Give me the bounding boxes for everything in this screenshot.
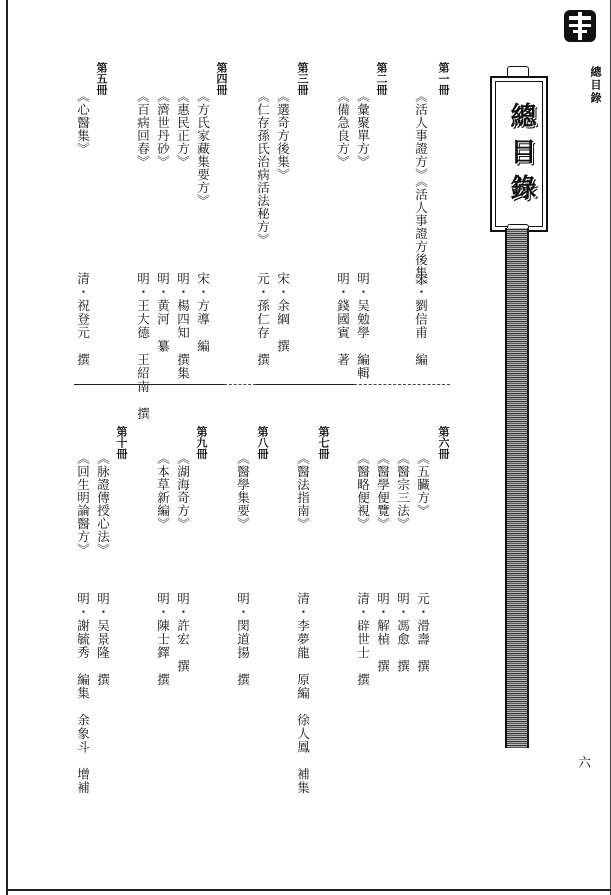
book-author: 明・解楨 撰 xyxy=(375,592,391,673)
book-title: 《醫法指南》 xyxy=(295,452,311,530)
page-title: 總目錄 xyxy=(506,102,536,210)
book-author: 清・祝登元 撰 xyxy=(75,272,91,367)
book-author: 明・黄河 纂 xyxy=(155,272,171,353)
book-title: 《惠民正方》 xyxy=(175,90,191,168)
book-title: 《濟世丹砂》 xyxy=(155,90,171,168)
header-emblem-icon xyxy=(560,8,600,44)
page-frame-left xyxy=(6,0,8,895)
book-title: 《醫學集要》 xyxy=(235,452,251,530)
book-title: 《五臟方》 xyxy=(415,452,431,517)
book-author: 宋・余綱 撰 xyxy=(275,272,291,353)
book-author: 宋・劉信甫 編 xyxy=(413,272,429,367)
book-title: 《仁存孫氏治病活法秘方》 xyxy=(255,90,271,246)
book-author: 元・孫仁存 撰 xyxy=(255,272,271,367)
page-frame-bottom xyxy=(6,889,611,891)
book-author: 明・謝毓秀 編集 余象斗 增補 xyxy=(75,592,91,795)
book-title: 《百病回春》 xyxy=(135,90,151,168)
section-divider-dashed xyxy=(224,384,256,385)
book-author: 明・許宏 撰 xyxy=(175,592,191,673)
running-header: 總目錄 xyxy=(589,66,602,105)
page-number: 六 xyxy=(578,756,592,771)
book-author: 明・閔道揚 撰 xyxy=(235,592,251,687)
section-divider-dashed xyxy=(354,384,450,385)
book-title: 《湖海奇方》 xyxy=(175,452,191,530)
book-title: 《活人事證方》《活人事證方後集》 xyxy=(413,90,429,292)
book-author: 清・李夢龍 原編 徐人鳳 補集 xyxy=(295,592,311,795)
decorative-pillar xyxy=(507,228,527,748)
book-author: 明・吴勉學 編輯 xyxy=(355,272,371,380)
book-author: 宋・方導 編 xyxy=(195,272,211,353)
book-title: 《脉證傳授心法》 xyxy=(95,452,111,556)
book-title: 《方氏家藏集要方》 xyxy=(195,90,211,207)
section-divider xyxy=(256,384,354,385)
book-author: 明・陳士鐸 撰 xyxy=(155,592,171,687)
volume-heading: 第八冊 xyxy=(256,426,269,459)
book-author: 明・楊四知 撰集 xyxy=(175,272,191,380)
book-author: 清・辟世士 撰 xyxy=(355,592,371,687)
volume-heading: 第一冊 xyxy=(437,62,450,95)
book-author: 明・馮愈 撰 xyxy=(395,592,411,673)
volume-heading: 第四冊 xyxy=(215,62,228,95)
book-author: 元・滑壽 撰 xyxy=(415,592,431,673)
volume-heading: 第三冊 xyxy=(296,62,309,95)
book-author: 明・王大德 王紹南 撰 xyxy=(135,272,151,421)
volume-heading: 第六冊 xyxy=(437,426,450,459)
book-title: 《彙聚單方》 xyxy=(355,90,371,168)
volume-heading: 第五冊 xyxy=(95,62,108,95)
book-title: 《醫略便視》 xyxy=(355,452,371,530)
book-title: 《回生明論醫方》 xyxy=(75,452,91,556)
volume-heading: 第九冊 xyxy=(195,426,208,459)
volume-heading: 第七冊 xyxy=(317,426,330,459)
book-title: 《醫宗三法》 xyxy=(395,452,411,530)
volume-heading: 第十冊 xyxy=(115,426,128,459)
book-title: 《備急良方》 xyxy=(335,90,351,168)
pillar-edge-right xyxy=(527,228,529,748)
book-title: 《心醫集》 xyxy=(75,90,91,155)
book-author: 明・吴景隆 撰 xyxy=(95,592,111,687)
book-title: 《醫學便覽》 xyxy=(375,452,391,530)
book-title: 《本草新編》 xyxy=(155,452,171,530)
section-divider xyxy=(74,384,224,385)
book-title: 《選奇方後集》 xyxy=(275,90,291,181)
book-author: 明・錢國賓 著 xyxy=(335,272,351,367)
volume-heading: 第二冊 xyxy=(375,62,388,95)
